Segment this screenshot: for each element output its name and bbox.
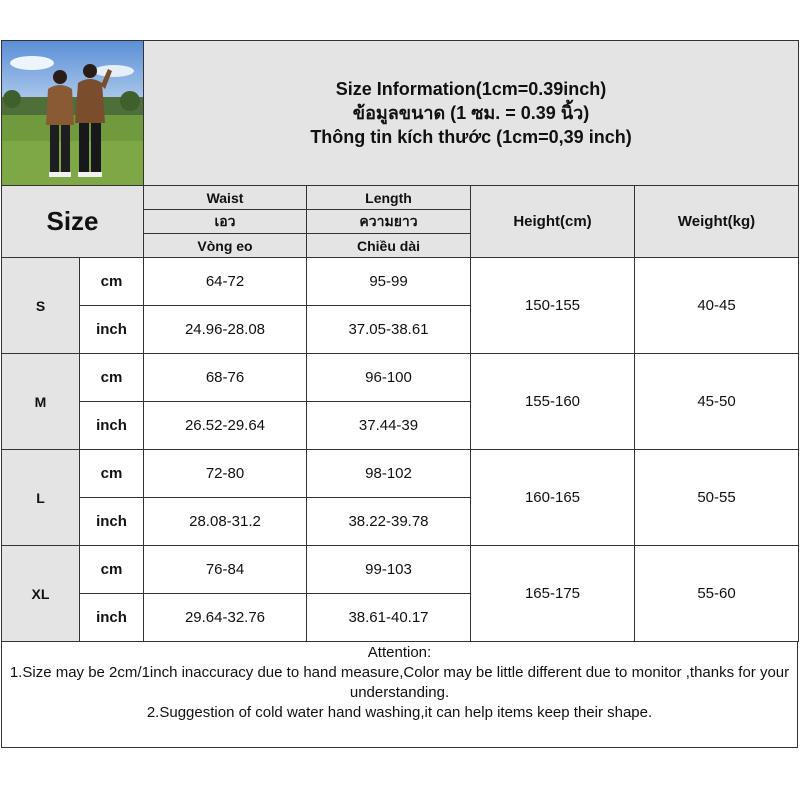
length-inch: 38.22-39.78 [307,498,471,546]
waist-header-en: Waist [144,186,307,210]
attention-title: Attention: [367,644,432,661]
waist-inch: 26.52-29.64 [144,402,307,450]
waist-header-vi: Vòng eo [144,234,307,258]
waist-inch: 24.96-28.08 [144,306,307,354]
size-table [1,40,799,642]
waist-cm: 64-72 [144,258,307,306]
unit-cm: cm [80,354,144,402]
size-chart [1,40,798,748]
height-value: 160-165 [471,450,635,546]
height-value: 155-160 [471,354,635,450]
unit-inch: inch [80,306,144,354]
height-value: 165-175 [471,546,635,642]
title-english: Size Information(1cm=0.39inch) [335,79,607,99]
unit-cm: cm [80,450,144,498]
couple-photo-image [2,41,143,185]
waist-inch: 29.64-32.76 [144,594,307,642]
weight-value: 55-60 [635,546,799,642]
size-label: S [2,258,80,354]
length-cm: 98-102 [307,450,471,498]
waist-cm: 68-76 [144,354,307,402]
size-info-title [144,41,799,186]
length-cm: 96-100 [307,354,471,402]
waist-inch: 28.08-31.2 [144,498,307,546]
waist-cm: 72-80 [144,450,307,498]
size-header: Size [2,186,144,258]
product-photo [2,41,144,186]
title-thai: ข้อมูลขนาด (1 ซม. = 0.39 นิ้ว) [352,103,590,123]
unit-cm: cm [80,258,144,306]
size-label: M [2,354,80,450]
unit-inch: inch [80,402,144,450]
unit-cm: cm [80,546,144,594]
weight-value: 40-45 [635,258,799,354]
attention-line-1: 1.Size may be 2cm/1inch inaccuracy due to hand measure,Color may be little different due to monitor ,thanks for your understanding. [9,664,790,701]
height-value: 150-155 [471,258,635,354]
weight-header: Weight(kg) [635,186,799,258]
length-inch: 38.61-40.17 [307,594,471,642]
length-header-vi: Chiều dài [307,234,471,258]
size-label: XL [2,546,80,642]
weight-value: 50-55 [635,450,799,546]
height-header: Height(cm) [471,186,635,258]
unit-inch: inch [80,594,144,642]
length-inch: 37.05-38.61 [307,306,471,354]
unit-inch: inch [80,498,144,546]
waist-header-th: เอว [144,210,307,234]
attention-note [1,642,798,748]
waist-cm: 76-84 [144,546,307,594]
title-vietnamese: Thông tin kích thước (1cm=0,39 inch) [310,127,632,147]
length-cm: 95-99 [307,258,471,306]
length-inch: 37.44-39 [307,402,471,450]
length-header-th: ความยาว [307,210,471,234]
size-label: L [2,450,80,546]
weight-value: 45-50 [635,354,799,450]
length-cm: 99-103 [307,546,471,594]
length-header-en: Length [307,186,471,210]
attention-line-2: 2.Suggestion of cold water hand washing,it can help items keep their shape. [146,704,653,721]
